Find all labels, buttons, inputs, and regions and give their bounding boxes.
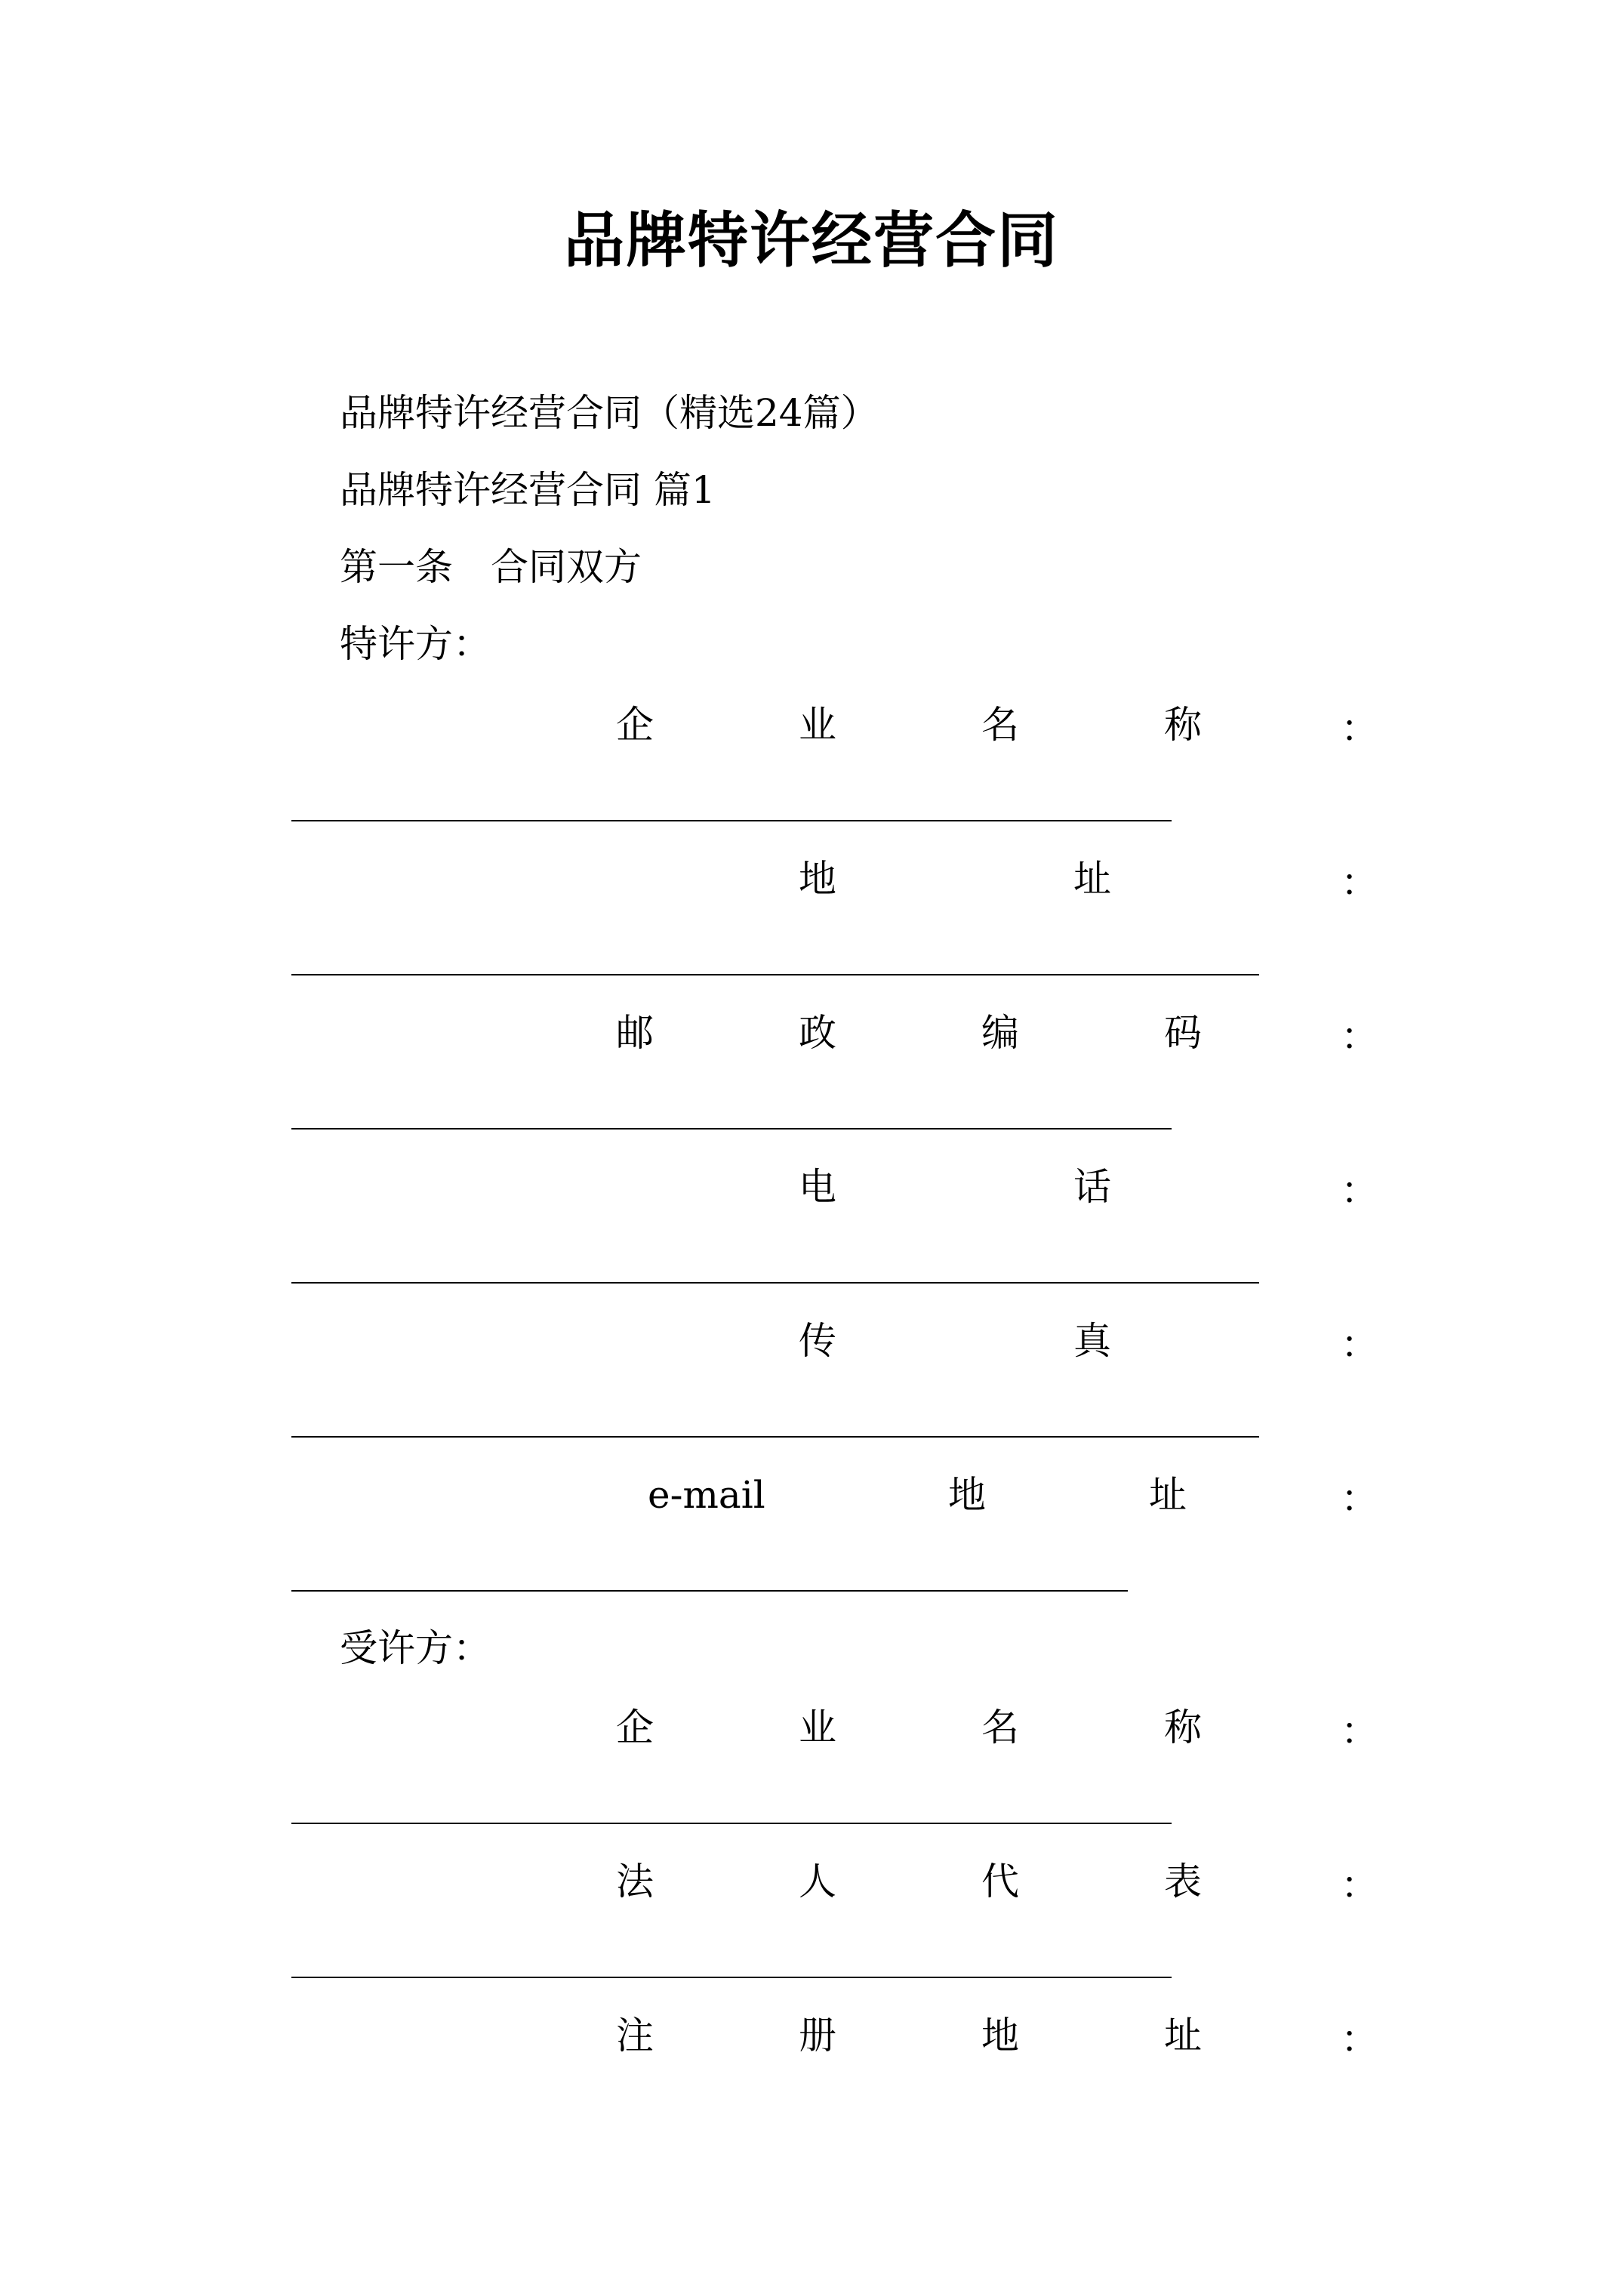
field-char: 名 <box>981 1706 1019 1749</box>
franchisee-label: 受许方： <box>340 1626 491 1670</box>
fill-in-line <box>291 1977 1172 1978</box>
field-char: 企 <box>616 1706 654 1749</box>
fill-in-line <box>291 1590 1128 1592</box>
field-char: 称 <box>1164 703 1202 747</box>
field-char: 人 <box>799 1860 836 1903</box>
field-char: 代 <box>981 1860 1019 1903</box>
field-char: 册 <box>799 2014 836 2057</box>
field-char: 地 <box>981 2014 1019 2057</box>
field-char: 名 <box>981 703 1019 747</box>
field-char: 话 <box>1073 1165 1111 1209</box>
field-colon: ： <box>1341 1477 1378 1521</box>
field-char: 址 <box>1149 1473 1187 1517</box>
field-char: 法 <box>616 1860 654 1903</box>
field-char: 址 <box>1073 857 1111 901</box>
intro-line: 品牌特许经营合同（精选24篇） <box>340 391 879 435</box>
field-char: 业 <box>799 703 836 747</box>
field-char: 址 <box>1164 2014 1202 2057</box>
field-colon: ： <box>1341 1863 1378 1907</box>
field-char: 邮 <box>616 1011 654 1055</box>
fill-in-line <box>291 820 1172 821</box>
article-heading: 第一条 合同双方 <box>340 545 642 589</box>
field-colon: ： <box>1341 1169 1378 1213</box>
fill-in-line <box>291 1823 1172 1824</box>
field-char: 表 <box>1164 1860 1202 1903</box>
field-char: 企 <box>616 703 654 747</box>
field-colon: ： <box>1341 1323 1378 1367</box>
field-char: 编 <box>981 1011 1019 1055</box>
field-char: 电 <box>799 1165 836 1209</box>
field-char: 地 <box>799 857 836 901</box>
field-char: 注 <box>616 2014 654 2057</box>
fill-in-line <box>291 1282 1259 1284</box>
section-heading: 品牌特许经营合同 篇1 <box>340 468 716 512</box>
fill-in-line <box>291 1128 1172 1130</box>
field-char: 真 <box>1073 1319 1111 1363</box>
field-char: 业 <box>799 1706 836 1749</box>
field-char: 称 <box>1164 1706 1202 1749</box>
fill-in-line <box>291 974 1259 975</box>
document-title: 品牌特许经营合同 <box>564 205 1059 276</box>
field-char: 地 <box>948 1473 986 1517</box>
field-char: 政 <box>799 1011 836 1055</box>
field-colon: ： <box>1341 2017 1378 2061</box>
field-colon: ： <box>1341 707 1378 750</box>
field-colon: ： <box>1341 861 1378 905</box>
field-char: 传 <box>799 1319 836 1363</box>
franchisor-label: 特许方： <box>340 622 491 666</box>
fill-in-line <box>291 1436 1259 1438</box>
field-colon: ： <box>1341 1709 1378 1753</box>
field-colon: ： <box>1341 1015 1378 1059</box>
field-char: 码 <box>1164 1011 1202 1055</box>
field-char: e-mail <box>648 1473 765 1517</box>
